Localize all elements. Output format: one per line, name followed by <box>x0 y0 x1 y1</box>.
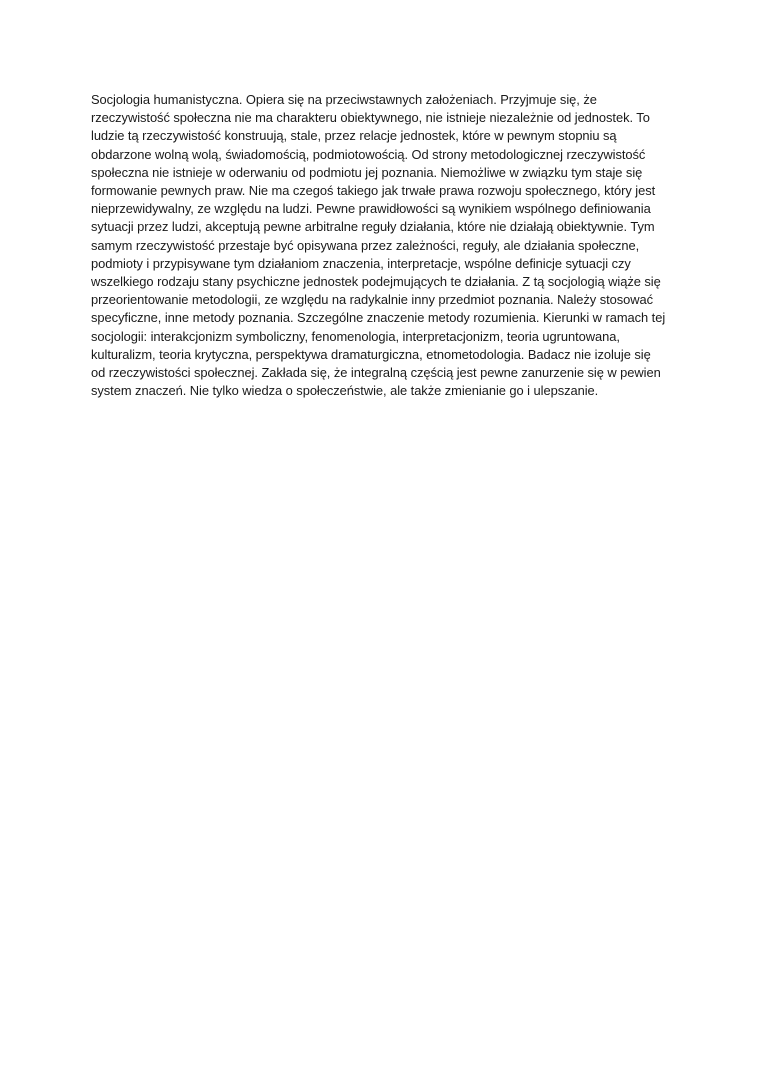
text-line: specyficzne, inne metody poznania. Szczególne znaczenie metody rozumienia. Kierunki w ramach tej <box>91 310 666 326</box>
text-line: rzeczywistość społeczna nie ma charakteru obiektywnego, nie istnieje niezależnie od jednostek. To <box>91 110 650 126</box>
text-line: samym rzeczywistość przestaje być opisywana przez zależności, reguły, ale działania społeczne, <box>91 237 640 253</box>
text-line: ludzie tą rzeczywistość konstruują, stale, przez relacje jednostek, które w pewnym stopniu są <box>91 128 617 144</box>
text-line: nieprzewidywalny, ze względu na ludzi. Pewne prawidłowości są wynikiem wspólnego definiowania <box>91 201 651 217</box>
text-line: sytuacji przez ludzi, akceptują pewne arbitralne reguły działania, które nie działają obiektywnie. Tym <box>91 219 655 235</box>
text-line: wszelkiego rodzaju stany psychiczne jednostek podejmujących te działania. Z tą socjologią wiąże się <box>91 274 661 290</box>
text-line: przeorientowanie metodologii, ze względu na radykalnie inny przedmiot poznania. Należy stosować <box>91 292 654 308</box>
text-line: Socjologia humanistyczna. Opiera się na przeciwstawnych założeniach. Przyjmuje się, że <box>91 92 597 107</box>
text-line: system znaczeń. Nie tylko wiedza o społeczeństwie, ale także zmienianie go i ulepszanie. <box>91 383 599 399</box>
text-line: od rzeczywistości społecznej. Zakłada się, że integralną częścią jest pewne zanurzenie się w pewien <box>91 365 661 381</box>
text-line: socjologii: interakcjonizm symboliczny, fenomenologia, interpretacjonizm, teoria ugruntowana, <box>91 328 620 344</box>
text-line: podmioty i przypisywane tym działaniom znaczenia, interpretacje, wspólne definicje sytuacji czy <box>91 255 631 271</box>
text-line: społeczna nie istnieje w oderwaniu od podmiotu jej poznania. Niemożliwe w związku tym staje się <box>91 164 643 180</box>
text-line: obdarzone wolną wolą, świadomością, podmiotowością. Od strony metodologicznej rzeczywistość <box>91 146 646 162</box>
body-paragraph <box>91 91 681 400</box>
text-line: formowanie pewnych praw. Nie ma czegoś takiego jak trwałe prawa rozwoju społecznego, który jest <box>91 183 656 199</box>
text-line: kulturalizm, teoria krytyczna, perspektywa dramaturgiczna, etnometodologia. Badacz nie izoluje się <box>91 346 651 362</box>
